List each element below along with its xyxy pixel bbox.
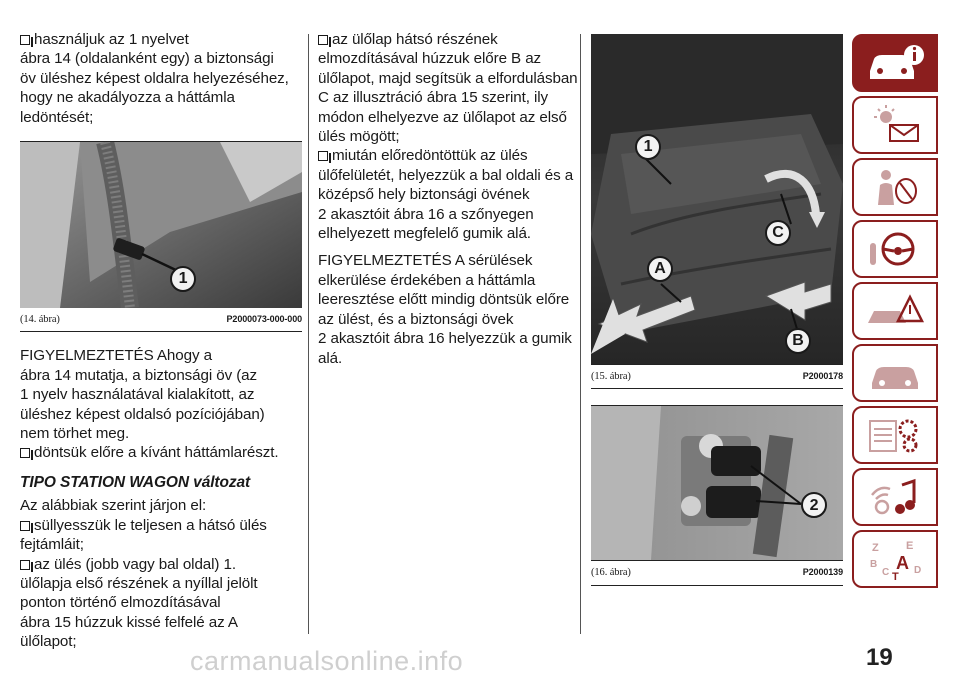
text-line: ülőfelületét, helyezzük a bal oldali és a [318, 166, 574, 184]
figure-caption-text: (16. ábra) [591, 567, 631, 579]
text-line: C az illusztráció ábra 15 szerint, ily [318, 89, 549, 107]
car-info-icon [864, 41, 926, 85]
list-item: döntsük előre a kívánt háttámlarészt. [20, 443, 302, 462]
bullet-icon [20, 448, 30, 458]
text-line: 2 akasztóit ábra 16 a szőnyegen [318, 205, 534, 223]
tab-driving[interactable] [852, 220, 938, 278]
safety-airbag-icon [864, 165, 926, 209]
text-line: alá. [318, 349, 343, 367]
watermark: carmanualsonline.info [190, 646, 464, 676]
text-line: leeresztése előtt mindig döntsük előre [318, 291, 570, 309]
multimedia-icon [864, 475, 926, 519]
text-line: középső hely biztonsági övének [318, 186, 530, 204]
figure-16-image [591, 406, 843, 560]
text-line: 2 akasztóit ábra 16 helyezzük a gumik [318, 330, 572, 348]
bullet-icon [20, 560, 30, 570]
tab-technical[interactable] [852, 406, 938, 464]
belt-buckle-photo [591, 406, 843, 560]
tab-breakdown[interactable] [852, 282, 938, 340]
steering-wheel-icon [864, 227, 926, 271]
chapter-tabs [852, 34, 938, 592]
text-line: ponton történő elmozdításával [20, 594, 221, 612]
dashboard-lights-icon [864, 103, 926, 147]
text-line: öv üléshez képest oldalra helyezéséhez, [20, 69, 289, 87]
bullet-icon [20, 521, 30, 531]
list-item: az ülés (jobb vagy bal oldal) 1. [20, 555, 302, 574]
section-heading: TIPO STATION WAGON változat [20, 473, 251, 491]
bullet-icon [20, 35, 30, 45]
callout-1: 1 [170, 266, 196, 292]
text-line: 1 nyelv használatával kialakított, az [20, 386, 255, 404]
text-line: nem törhet meg. [20, 425, 130, 443]
callout-2: 2 [801, 492, 827, 518]
text-line: elkerülése érdekében a háttámla [318, 271, 536, 289]
index-letter: D [914, 565, 922, 576]
text-line: ülés mögött; [318, 128, 400, 146]
text-line: ülőlapja első részének a nyíllal jelölt [20, 574, 258, 592]
car-maintenance-icon [864, 351, 926, 395]
figure-14-image [20, 142, 302, 308]
text-line: elhelyezett megfelelő gumik alá. [318, 225, 531, 243]
column-divider [308, 34, 309, 634]
text-line: módon elhelyezve az ülőlapot az első [318, 108, 567, 126]
list-item: az ülőlap hátsó részének [318, 30, 576, 49]
callout-c: C [765, 220, 791, 246]
index-letter: E [906, 540, 914, 552]
callout-a: A [647, 256, 673, 282]
list-item: miután előredöntöttük az ülés [318, 146, 576, 165]
figure-15 [591, 34, 843, 389]
index-letter: C [882, 567, 890, 578]
tab-maintenance[interactable] [852, 344, 938, 402]
index-letter: Z [872, 542, 879, 554]
callout-b: B [785, 328, 811, 354]
tab-dashboard-lights[interactable] [852, 96, 938, 154]
figure-16 [591, 405, 843, 585]
text-line: ábra 15 húzzuk kissé felfelé az A [20, 613, 238, 631]
text-line: használjuk az 1 nyelvet [20, 30, 302, 49]
text-line: ábra 14 (oldalanként egy) a biztonsági [20, 50, 274, 68]
warning-text: FIGYELMEZTETÉS A sérülések [318, 252, 533, 270]
breakdown-icon [864, 289, 926, 333]
tab-index[interactable] [852, 530, 938, 588]
text-line: üléshez képest oldalsó pozíciójában) [20, 405, 265, 423]
text-line: ülőlapot, majd segítsük a elfordulásban [318, 69, 578, 87]
tab-car-info[interactable] [852, 34, 938, 92]
text-line: elmozdításával húzzuk előre B az [318, 50, 542, 68]
column-left [20, 30, 302, 652]
figure-14-caption [20, 308, 302, 332]
figure-caption-text: (14. ábra) [20, 314, 60, 326]
page-number: 19 [866, 644, 893, 671]
text-line: ábra 14 mutatja, a biztonsági öv (az [20, 366, 258, 384]
figure-14 [20, 141, 302, 332]
callout-1: 1 [635, 134, 661, 160]
figure-caption-text: (15. ábra) [591, 371, 631, 382]
figure-15-caption [591, 364, 843, 389]
figure-16-caption [591, 560, 843, 585]
tab-multimedia[interactable] [852, 468, 938, 526]
index-alphabet-icon [864, 537, 926, 581]
seatbelt-photo [20, 142, 302, 308]
technical-gears-icon [864, 413, 926, 457]
text-line: hogy ne akadályozza a háttámla [20, 89, 235, 107]
list-item: süllyesszük le teljesen a hátsó ülés [20, 516, 302, 535]
figure-code: P2000139 [802, 567, 843, 578]
figure-code: P2000073-000-000 [226, 314, 302, 325]
index-letter: A [896, 553, 909, 573]
text-line: fejtámláit; [20, 536, 84, 554]
index-letter: B [870, 559, 878, 570]
index-letter: T [892, 571, 899, 581]
column-divider [580, 34, 581, 634]
warning-text: FIGYELMEZTETÉS Ahogy a [20, 347, 212, 365]
text-line: ledöntését; [20, 108, 94, 126]
text-line: az ülést, és a biztonsági övek [318, 310, 514, 328]
column-right [591, 34, 843, 586]
text-line: ülőlapot; [20, 633, 77, 651]
text-line: Az alábbiak szerint járjon el: [20, 497, 207, 515]
tab-safety[interactable] [852, 158, 938, 216]
rear-seat-photo [591, 34, 843, 364]
bullet-icon [318, 151, 328, 161]
figure-15-image [591, 34, 843, 364]
column-middle [318, 30, 576, 368]
figure-code: P2000178 [802, 371, 843, 381]
bullet-icon [318, 35, 328, 45]
